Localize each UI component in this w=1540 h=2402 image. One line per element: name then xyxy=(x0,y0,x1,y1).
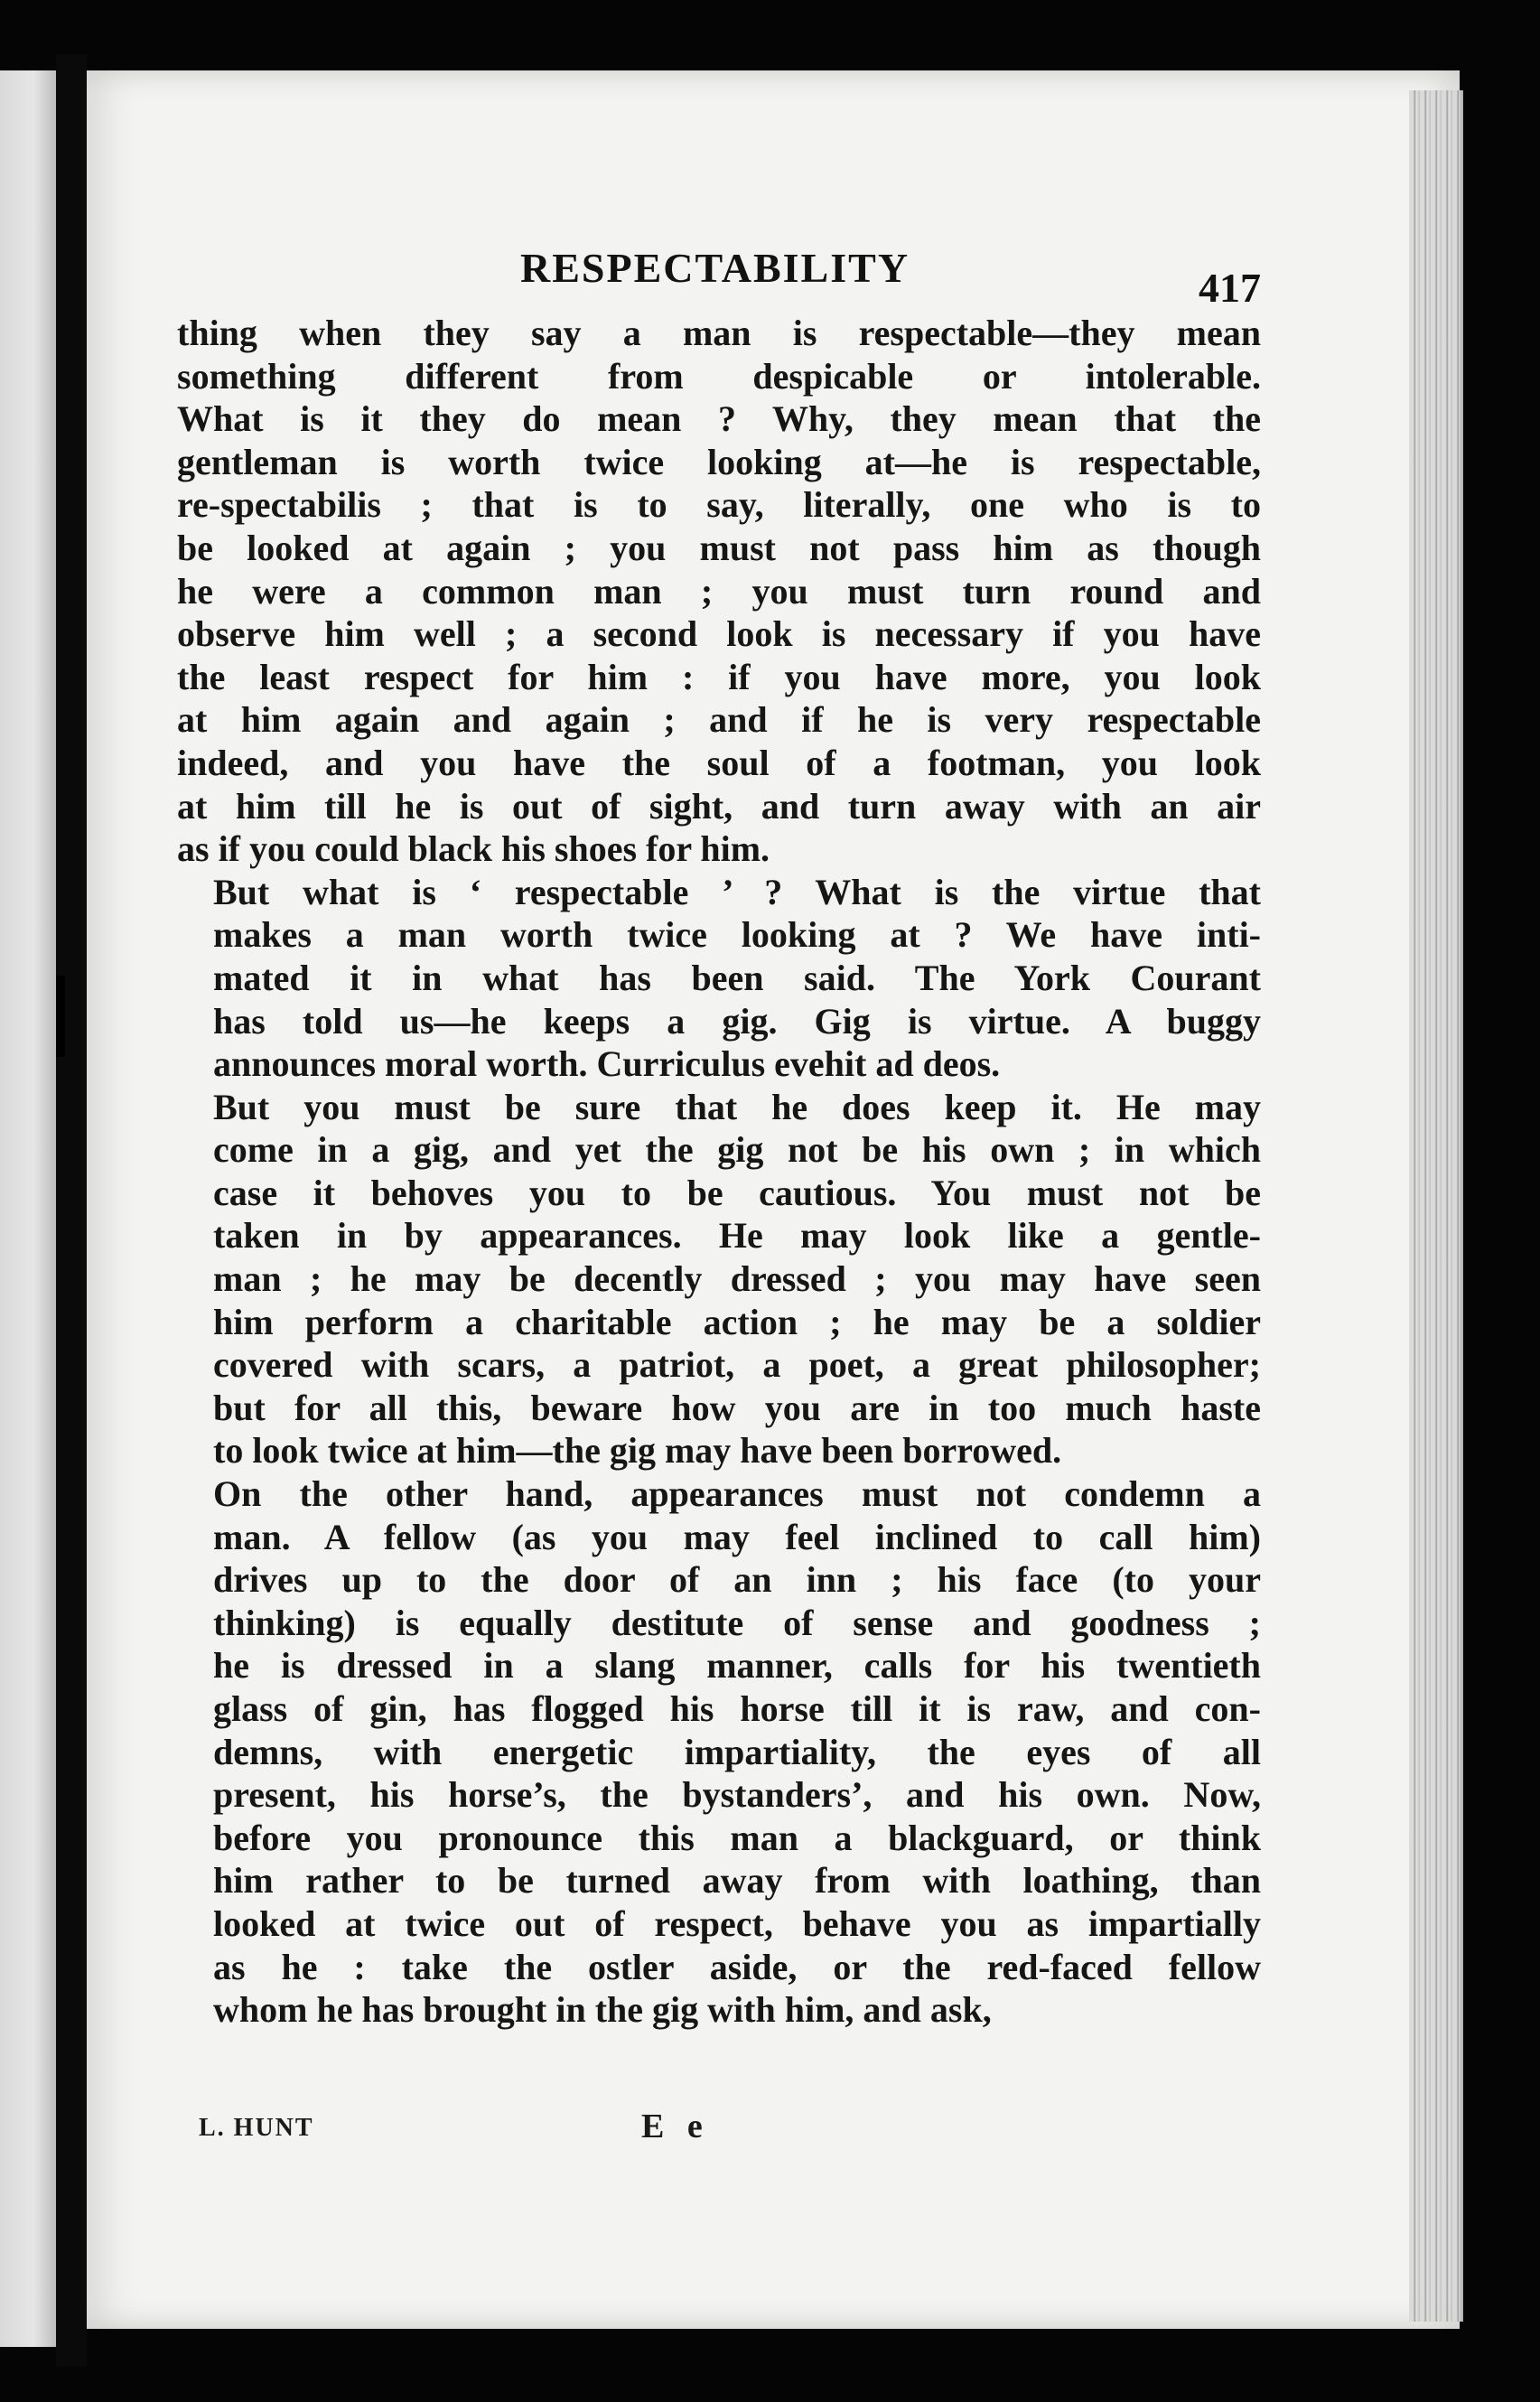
paragraph xyxy=(177,1472,1261,2032)
text-line: But what is ‘ respectable ’ ? What is the virtue that xyxy=(213,871,1261,912)
text-line: thinking) is equally destitute of sense and goodness ; xyxy=(213,1602,1261,1643)
text-line: On the other hand, appearances must not condemn a xyxy=(213,1473,1261,1515)
text-line: something different from despicable or intolerable. xyxy=(177,355,1261,397)
signature-author: L. HUNT xyxy=(199,2114,314,2142)
text-line: be looked at again ; you must not pass him as though xyxy=(177,527,1261,568)
text-line: makes a man worth twice looking at ? We have inti- xyxy=(213,914,1261,956)
text-line: case it behoves you to be cautious. You must not be xyxy=(213,1172,1261,1213)
running-head xyxy=(177,244,1261,311)
body-text xyxy=(177,312,1261,2032)
text-line: present, his horse’s, the bystanders’, and his own. Now, xyxy=(213,1774,1261,1816)
text-line: looked at twice out of respect, behave you as impartially xyxy=(213,1902,1261,1944)
page-number: 417 xyxy=(1199,265,1261,311)
text-line: man ; he may be decently dressed ; you may have seen xyxy=(213,1258,1261,1300)
signature-mark: E e xyxy=(641,2108,710,2145)
text-line: as he : take the ostler aside, or the red-faced fellow xyxy=(213,1946,1261,1987)
text-line: gentleman is worth twice looking at—he is respectable, xyxy=(177,441,1261,482)
text-line: drives up to the door of an inn ; his face (to your xyxy=(213,1559,1261,1601)
text-line: demns, with energetic impartiality, the eyes of all xyxy=(213,1731,1261,1772)
text-line: come in a gig, and yet the gig not be his own ; in which xyxy=(213,1129,1261,1171)
running-title: RESPECTABILITY xyxy=(520,245,910,291)
text-line: re-spectabilis ; that is to say, literally, one who is to xyxy=(177,484,1261,526)
text-line: whom he has brought in the gig with him, and ask, xyxy=(213,1989,992,2031)
text-line: the least respect for him : if you have more, you look xyxy=(177,656,1261,697)
text-line: before you pronounce this man a blackguard, or think xyxy=(213,1817,1261,1858)
page-edges xyxy=(1409,90,1463,2322)
text-line: he were a common man ; you must turn round and xyxy=(177,570,1261,612)
text-line: as if you could black his shoes for him. xyxy=(177,828,770,870)
paragraph xyxy=(177,871,1261,1086)
text-line: at him again and again ; and if he is very respectable xyxy=(177,699,1261,741)
paragraph xyxy=(177,312,1261,871)
text-line: But you must be sure that he does keep it. He may xyxy=(213,1086,1261,1127)
text-line: him rather to be turned away from with loathing, than xyxy=(213,1860,1261,1902)
text-line: but for all this, beware how you are in too much haste xyxy=(213,1387,1261,1428)
book-gutter xyxy=(56,54,87,2367)
text-line: covered with scars, a patriot, a poet, a great philosopher; xyxy=(213,1344,1261,1386)
gutter-mark xyxy=(56,976,65,1057)
text-line: man. A fellow (as you may feel inclined to call him) xyxy=(213,1516,1261,1557)
page-footer xyxy=(199,2108,1192,2159)
left-page-edge xyxy=(0,70,56,2347)
text-line: to look twice at him—the gig may have been borrowed. xyxy=(213,1430,1062,1472)
text-line: What is it they do mean ? Why, they mean that the xyxy=(177,398,1261,440)
text-line: he is dressed in a slang manner, calls for his twentieth xyxy=(213,1645,1261,1687)
text-line: him perform a charitable action ; he may be a soldier xyxy=(213,1301,1261,1342)
text-line: observe him well ; a second look is necessary if you have xyxy=(177,613,1261,655)
text-line: glass of gin, has flogged his horse till it is raw, and con- xyxy=(213,1688,1261,1729)
paragraph xyxy=(177,1086,1261,1472)
text-line: taken in by appearances. He may look like a gentle- xyxy=(213,1215,1261,1257)
text-line: mated it in what has been said. The York Courant xyxy=(213,957,1261,998)
text-line: indeed, and you have the soul of a footman, you look xyxy=(177,742,1261,783)
text-line: thing when they say a man is respectable—they mean xyxy=(177,313,1261,353)
text-line: has told us—he keeps a gig. Gig is virtue. A buggy xyxy=(213,1000,1261,1042)
text-line: announces moral worth. Curriculus evehit ad deos. xyxy=(213,1043,1001,1085)
text-line: at him till he is out of sight, and turn away with an air xyxy=(177,785,1261,827)
